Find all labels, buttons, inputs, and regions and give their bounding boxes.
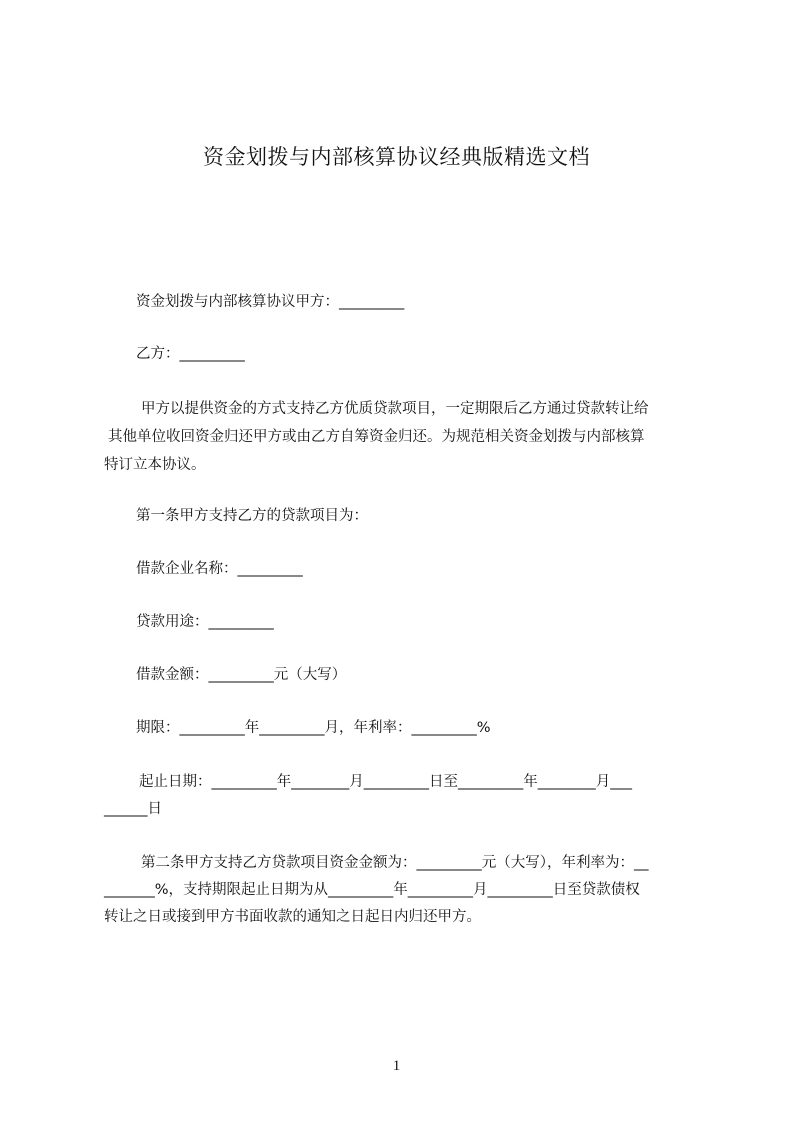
intro-line-3: 特订立本协议。 bbox=[104, 457, 206, 473]
article2-line-1: 第二条甲方支持乙方贷款项目资金金额为：_________元（大写），年利率为：__ bbox=[141, 855, 649, 871]
article2-line-3: 转让之日或接到甲方书面收款的通知之日起日内归还甲方。 bbox=[104, 909, 481, 925]
loan-amount-line: 借款金额：_________元（大写） bbox=[136, 667, 347, 683]
article1-heading: 第一条甲方支持乙方的贷款项目为： bbox=[136, 508, 368, 524]
borrower-name-line: 借款企业名称：_________ bbox=[136, 561, 303, 577]
intro-line-1: 甲方以提供资金的方式支持乙方优质贷款项目，一定期限后乙方通过贷款转让给 bbox=[141, 401, 649, 417]
intro-line-2: 其他单位收回资金归还甲方或由乙方自筹资金归还。为规范相关资金划拨与内部核算 bbox=[108, 429, 645, 445]
party-b-line: 乙方：_________ bbox=[136, 346, 245, 362]
loan-term-line: 期限：_________年_________月，年利率：_________% bbox=[136, 720, 491, 736]
dates-line-1: 起止日期：_________年________月_________日至_________年________月___ bbox=[139, 774, 632, 790]
article2-line-2: _______%，支持期限起止日期为从_________年_________月_________日至贷款债权 bbox=[104, 882, 640, 898]
loan-purpose-line: 贷款用途：_________ bbox=[136, 614, 274, 630]
dates-line-2: ______日 bbox=[104, 801, 162, 817]
party-a-line: 资金划拨与内部核算协议甲方：_________ bbox=[136, 294, 405, 310]
page-number: 1 bbox=[392, 1058, 401, 1074]
document-title: 资金划拨与内部核算协议经典版精选文档 bbox=[203, 145, 590, 169]
